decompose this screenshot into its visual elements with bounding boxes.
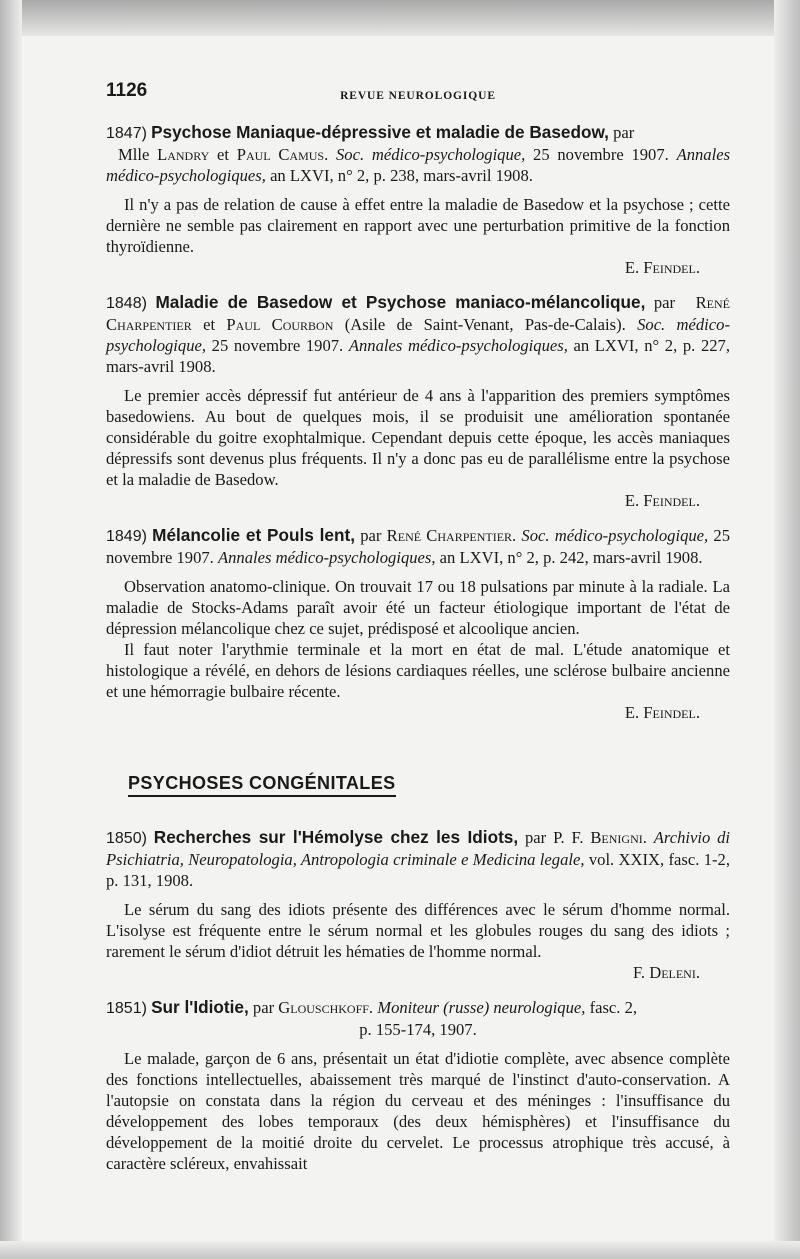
author: Landry bbox=[157, 145, 210, 164]
section-heading: PSYCHOSES CONGÉNITALES bbox=[128, 773, 396, 797]
journal: Annales médico-psychologiques, bbox=[218, 548, 436, 567]
entry-number: 1849) bbox=[106, 528, 147, 545]
page-content bbox=[106, 80, 730, 1188]
entry-number: 1850) bbox=[106, 830, 147, 847]
date: 25 novembre 1907. bbox=[533, 145, 669, 164]
journal: Soc. médico-psychologique, bbox=[336, 145, 526, 164]
abstract-entry bbox=[106, 292, 730, 511]
entry-title: Maladie de Basedow et Psychose maniaco-mélancolique, bbox=[155, 292, 646, 312]
signature: E. Feindel. bbox=[624, 491, 700, 510]
reference: 1847) Psychose Maniaque-dépressive et maladie de Basedow, par Mlle Landry et Paul Camus. Soc. médico-psychologique, 25 novembre 1907. Annales médico-psychologiques, an LXVI, n° 2, p. 238, mars-avril 1908. bbox=[106, 122, 731, 185]
author-joiner: et bbox=[217, 145, 229, 164]
location: (Asile de Saint-Venant, Pas-de-Calais). bbox=[344, 315, 626, 334]
citation: vol. XXIX, fasc. 1-2, p. 131, 1908. bbox=[106, 850, 730, 890]
page-number: 1126 bbox=[106, 80, 148, 101]
par-word: par bbox=[360, 526, 382, 545]
author: Glouschkoff. bbox=[278, 998, 374, 1017]
abstract-text: Le malade, garçon de 6 ans, présentait un état d'idiotie complète, avec absence complète des fonctions intellectuelles, abaissement très marqué de l'instinct d'auto-conservation. A l'autopsie on constata dans la région du cerveau et des méninges : l'insuffisance du développement des lobes temporaux (des deux hémisphères) et l'insuffisance du développement de la moitié droite du cervelet. Le processus atrophique très accusé, à caractère scléreux, envahissait bbox=[106, 1049, 730, 1173]
abstract-entry bbox=[106, 122, 730, 278]
paragraph: Observation anatomo-clinique. On trouvait 17 ou 18 pulsations par minute à la radiale. La maladie de Stocks-Adams paraît avoir été un facteur étiologique important de l'état de dépression mélancolique chez ce sujet, prédisposé et alcoolique ancien. bbox=[106, 577, 730, 638]
signature: F. Deleni. bbox=[633, 963, 700, 982]
scan-shadow-left bbox=[0, 0, 22, 1259]
paragraph: Il faut noter l'arythmie terminale et la mort en état de mal. L'étude anatomique et histologique a révélé, en dehors de lésions cardiaques réelles, une sclérose bulbaire ancienne et une hémorragie bulbaire récente. bbox=[106, 640, 730, 701]
reference bbox=[106, 827, 730, 891]
citation: an LXVI, n° 2, p. 242, mars-avril 1908. bbox=[439, 548, 703, 567]
author: Paul Courbon bbox=[226, 315, 334, 334]
journal: Annales médico-psychologiques, bbox=[348, 336, 568, 355]
abstract-entry bbox=[106, 997, 730, 1174]
reference bbox=[106, 997, 730, 1040]
abstract-text: Le sérum du sang des idiots présente des différences avec le sérum d'homme normal. L'isolyse est fréquente entre le sérum normal et les globules rouges du sang des idiots ; rarement le sérum d'idiot détruit les hématies de l'homme normal. bbox=[106, 900, 730, 961]
entry-number: 1851) bbox=[106, 1000, 147, 1017]
entry-number: 1848) bbox=[106, 295, 147, 312]
entry-number: 1847) bbox=[106, 125, 147, 142]
entry-title: Mélancolie et Pouls lent, bbox=[152, 525, 355, 545]
citation: an LXVI, n° 2, p. 238, mars-avril 1908. bbox=[270, 166, 533, 185]
running-head: REVUE NEUROLOGIQUE bbox=[340, 90, 496, 102]
author: Paul Camus bbox=[236, 145, 325, 164]
citation: fasc. 2, bbox=[589, 998, 638, 1017]
abstract-entry bbox=[106, 525, 730, 723]
abstract-text bbox=[106, 576, 730, 702]
journal: Soc. médico-psychologique, bbox=[106, 315, 730, 355]
date: 25 novembre 1907. bbox=[106, 526, 731, 567]
journal: Soc. médico-psychologique, bbox=[521, 526, 709, 545]
signature: E. Feindel. bbox=[624, 258, 700, 277]
citation: p. 155-174, 1907. bbox=[359, 1020, 477, 1039]
par-word: par bbox=[653, 293, 676, 312]
journal: Archivio di Psichiatria, Neuropatologia, Antropologia criminale e Medicina legale, bbox=[106, 828, 731, 869]
par-word: par bbox=[525, 828, 547, 847]
scan-shadow-right bbox=[774, 0, 800, 1259]
author: P. F. Benigni. bbox=[553, 828, 647, 847]
entry-title: Sur l'Idiotie, bbox=[151, 997, 249, 1017]
page-header bbox=[106, 80, 730, 122]
author-joiner: et bbox=[203, 315, 216, 334]
abstract-text: Le premier accès dépressif fut antérieur de 4 ans à l'apparition des premiers symptômes basedowiens. Au bout de quelques mois, il se produisit une amélioration spontanée considérable du goitre exophtalmique. Cependant depuis cette époque, les accès maniaques dépressifs sont devenus plus fréquents. Il n'y a donc pas eu de parallélisme entre la psychose et la maladie de Basedow. bbox=[106, 386, 730, 489]
signature: E. Feindel. bbox=[624, 703, 700, 722]
entry-title: Recherches sur l'Hémolyse chez les Idiots, bbox=[153, 827, 519, 847]
reference bbox=[106, 525, 730, 568]
par-word: par bbox=[613, 123, 635, 142]
par-word: par bbox=[252, 998, 275, 1017]
citation: an LXVI, n° 2, p. 227, mars-avril 1908. bbox=[106, 336, 730, 376]
journal: Moniteur (russe) neurologique, bbox=[377, 998, 586, 1017]
abstract-text: Il n'y a pas de relation de cause à effet entre la maladie de Basedow et la psychose ; cette dernière ne semble pas clairement en rapport avec une perturbation primitive de la fonction thyroïdienne. bbox=[106, 195, 730, 256]
abstract-entry bbox=[106, 827, 730, 983]
date: 25 novembre 1907. bbox=[211, 336, 344, 355]
author-prefix: Mlle bbox=[118, 145, 150, 164]
scan-shadow-top bbox=[0, 0, 800, 36]
entry-title: Psychose Maniaque-dépressive et maladie de Basedow, bbox=[151, 122, 609, 142]
reference bbox=[106, 292, 730, 377]
journal: Annales médico-psychologiques, bbox=[106, 145, 731, 185]
scan-shadow-bottom bbox=[0, 1241, 800, 1259]
author: René Charpentier bbox=[106, 293, 731, 334]
author: René Charpentier. bbox=[386, 526, 517, 545]
